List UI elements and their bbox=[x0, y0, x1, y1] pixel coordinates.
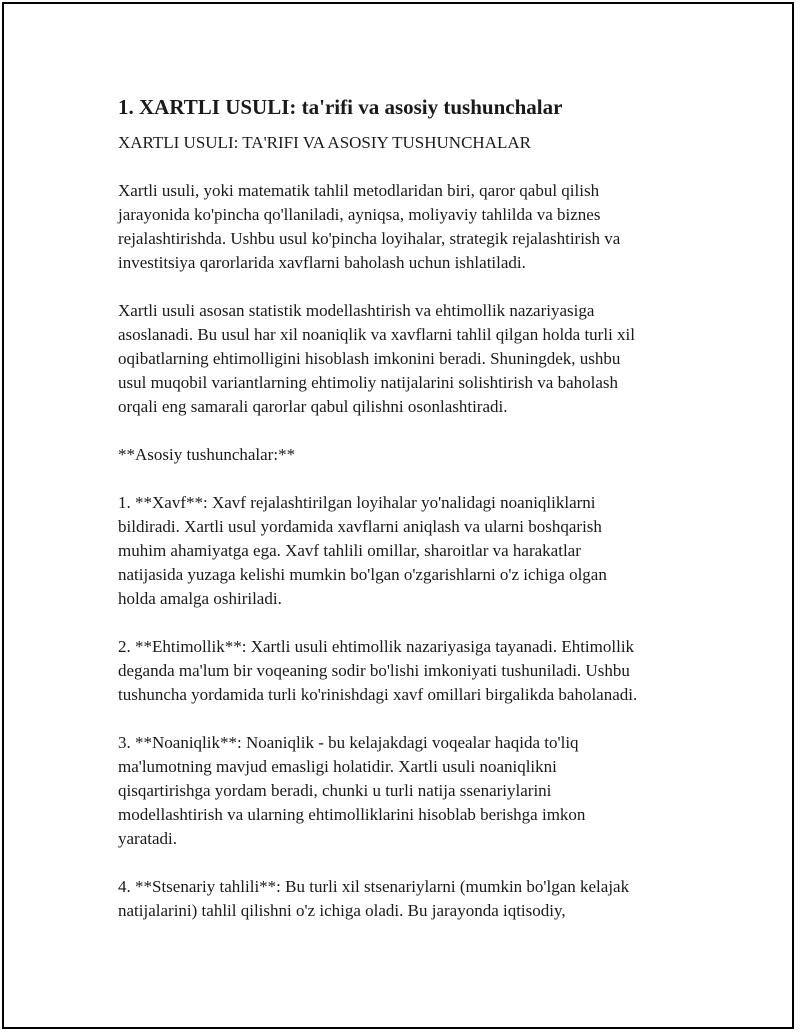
text-line: 4. **Stsenariy tahlili**: Bu turli xil stsenariylarni (mumkin bo'lgan kelajak bbox=[118, 877, 630, 896]
text-line: oqibatlarning ehtimolligini hisoblash imkonini beradi. Shuningdek, ushbu bbox=[118, 349, 621, 368]
text-line: modellashtirish va ularning ehtimolliklarini hisoblab berishga imkon bbox=[118, 805, 586, 824]
text-line: qisqartirishga yordam beradi, chunki u turli natija ssenariylarini bbox=[118, 781, 552, 800]
text-line: investitsiya qarorlarida xavflarni baholash uchun ishlatiladi. bbox=[118, 253, 526, 272]
text-line: 3. **Noaniqlik**: Noaniqlik - bu kelajakdagi voqealar haqida to'liq bbox=[118, 733, 579, 752]
list-item-risk bbox=[118, 491, 698, 611]
text-line: rejalashtirishda. Ushbu usul ko'pincha loyihalar, strategik rejalashtirish va bbox=[118, 229, 621, 248]
text-line: orqali eng samarali qarorlar qabul qilishni osonlashtiradi. bbox=[118, 397, 508, 416]
text-line: natijasida yuzaga kelishi mumkin bo'lgan o'zgarishlarni o'z ichiga olgan bbox=[118, 565, 607, 584]
document-subheading: XARTLI USULI: TA'RIFI VA ASOSIY TUSHUNCHALAR bbox=[118, 133, 531, 152]
list-item-uncertainty bbox=[118, 731, 698, 851]
document-heading: 1. XARTLI USULI: ta'rifi va asosiy tushunchalar bbox=[118, 95, 563, 119]
text-line: Xartli usuli asosan statistik modellashtirish va ehtimollik nazariyasiga bbox=[118, 301, 595, 320]
text-line: holda amalga oshiriladi. bbox=[118, 589, 282, 608]
paragraph-key-concepts-heading bbox=[118, 443, 698, 467]
paragraph-basis bbox=[118, 299, 698, 419]
text-line: asoslanadi. Bu usul har xil noaniqlik va xavflarni tahlil qilgan holda turli xil bbox=[118, 325, 635, 344]
list-item-scenario-analysis bbox=[118, 875, 698, 923]
text-line: yaratadi. bbox=[118, 829, 177, 848]
text-line: ma'lumotning mavjud emasligi holatidir. Xartli usuli noaniqlikni bbox=[118, 757, 557, 776]
text-line: muhim ahamiyatga ega. Xavf tahlili omillar, sharoitlar va harakatlar bbox=[118, 541, 581, 560]
text-line: natijalarini) tahlil qilishni o'z ichiga oladi. Bu jarayonda iqtisodiy, bbox=[118, 901, 566, 920]
paragraph-intro bbox=[118, 179, 698, 275]
text-line: jarayonida ko'pincha qo'llaniladi, ayniqsa, moliyaviy tahlilda va biznes bbox=[118, 205, 601, 224]
text-line: 2. **Ehtimollik**: Xartli usuli ehtimollik nazariyasiga tayanadi. Ehtimollik bbox=[118, 637, 635, 656]
list-item-probability bbox=[118, 635, 698, 707]
text-line: Xartli usuli, yoki matematik tahlil metodlaridan biri, qaror qabul qilish bbox=[118, 181, 600, 200]
text-line: 1. **Xavf**: Xavf rejalashtirilgan loyihalar yo'nalidagi noaniqliklarni bbox=[118, 493, 596, 512]
text-line: **Asosiy tushunchalar:** bbox=[118, 445, 296, 464]
text-line: usul muqobil variantlarning ehtimoliy natijalarini solishtirish va baholash bbox=[118, 373, 619, 392]
document-body bbox=[118, 93, 698, 947]
text-line: deganda ma'lum bir voqeaning sodir bo'lishi imkoniyati tushuniladi. Ushbu bbox=[118, 661, 630, 680]
text-line: tushuncha yordamida turli ko'rinishdagi xavf omillari birgalikda baholanadi. bbox=[118, 685, 638, 704]
text-line: bildiradi. Xartli usul yordamida xavflarni aniqlash va ularni boshqarish bbox=[118, 517, 602, 536]
